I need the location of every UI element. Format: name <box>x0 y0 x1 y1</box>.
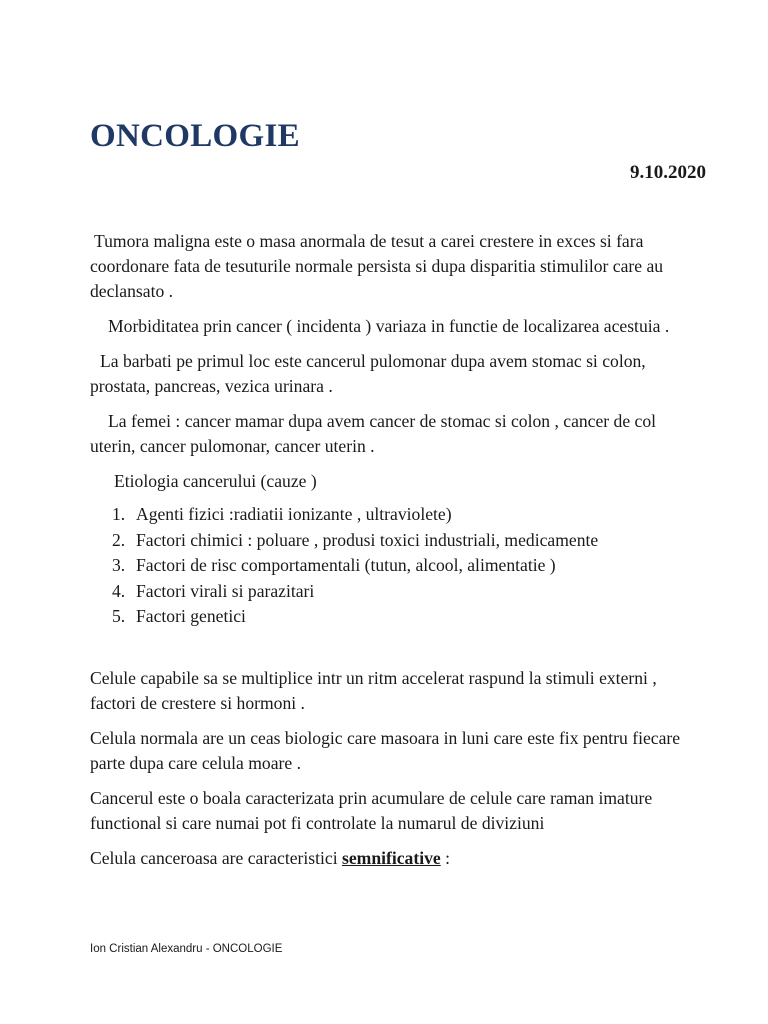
list-item-text: Factori chimici : poluare , produsi toxici industriali, medicamente <box>136 529 599 550</box>
list-item <box>112 553 690 579</box>
list-item <box>112 528 690 554</box>
document-title: ONCOLOGIE <box>90 118 300 154</box>
list-item-number: 1. <box>112 504 126 524</box>
paragraph-barbati: La barbati pe primul loc este cancerul pulomonar dupa avem stomac si colon, prostata, pancreas, vezica urinara . <box>90 351 646 396</box>
list-item-number: 3. <box>112 555 126 575</box>
list-item <box>112 502 690 528</box>
document-body <box>90 229 690 881</box>
list-item-text: Factori de risc comportamentali (tutun, alcool, alimentatie ) <box>136 555 556 575</box>
list-item-text: Factori virali si parazitari <box>136 580 315 601</box>
etiology-list <box>112 502 690 630</box>
emphasis-semnificative: semnificative <box>342 847 441 868</box>
paragraph-celula-canceroasa <box>90 846 690 871</box>
paragraph-tumora: Tumora maligna este o masa anormala de tesut a carei crestere in exces si fara coordonare fata de tesuturile normale persista si dupa disparitia stimulilor care au declansato . <box>90 231 664 301</box>
list-item <box>112 579 690 605</box>
list-item <box>112 604 690 630</box>
paragraph-celula-normala: Celula normala are un ceas biologic care masoara in luni care este fix pentru fiecare parte dupa care celula moare . <box>90 727 681 773</box>
document-date: 9.10.2020 <box>630 162 706 183</box>
paragraph-cancerul: Cancerul este o boala caracterizata prin acumulare de celule care raman imature functional si care numai pot fi controlate la numarul de diviziuni <box>90 787 653 833</box>
etiology-heading: Etiologia cancerului (cauze ) <box>114 471 317 491</box>
list-item-text: Agenti fizici :radiatii ionizante , ultraviolete) <box>136 504 452 524</box>
last-line-prefix: Celula canceroasa are caracteristici <box>90 847 343 868</box>
page-footer: Ion Cristian Alexandru - ONCOLOGIE <box>90 943 283 955</box>
list-item-text: Factori genetici <box>136 606 246 626</box>
paragraph-morbiditate: Morbiditatea prin cancer ( incidenta ) variaza in functie de localizarea acestuia . <box>108 316 670 336</box>
list-item-number: 5. <box>112 606 126 626</box>
list-item-number: 2. <box>112 529 126 550</box>
paragraph-femei: La femei : cancer mamar dupa avem cancer de stomac si colon , cancer de col uterin, cancer pulomonar, cancer uterin . <box>90 411 657 456</box>
paragraph-celule-capabile: Celule capabile sa se multiplice intr un ritm accelerat raspund la stimuli externi , factori de crestere si hormoni . <box>90 667 657 713</box>
last-line-suffix: : <box>440 847 451 868</box>
list-item-number: 4. <box>112 580 126 601</box>
